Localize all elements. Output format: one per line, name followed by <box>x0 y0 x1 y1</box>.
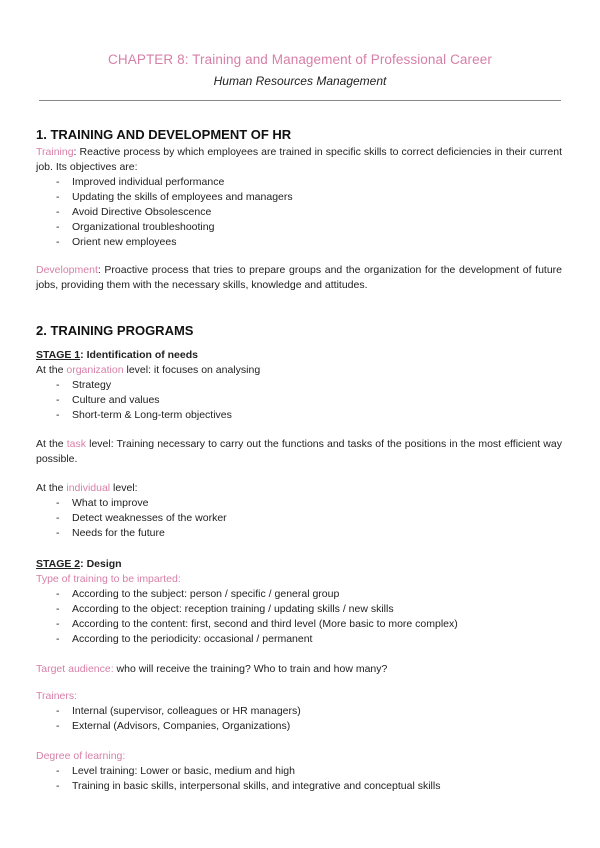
development-term: Development <box>36 264 98 276</box>
list-item: - According to the periodicity: occasional / permanent <box>56 633 313 645</box>
stage2-title: : Design <box>80 558 122 570</box>
dash-bullet: - <box>56 588 60 600</box>
organization-level-line: At the organization level: it focuses on analysing <box>36 364 261 376</box>
objectives-list <box>36 175 562 250</box>
development-definition <box>36 263 562 293</box>
list-item: - Internal (supervisor, colleagues or HR managers) <box>56 705 301 717</box>
dash-bullet: - <box>56 512 60 524</box>
dash-bullet: - <box>56 409 60 421</box>
list-item: - Short-term & Long-term objectives <box>56 409 232 421</box>
list-item: - According to the subject: person / specific / general group <box>56 588 340 600</box>
list-item: - Updating the skills of employees and managers <box>56 191 293 203</box>
task-level-paragraph: At the task level: Training necessary to carry out the functions and tasks of the positions in the most efficient way possible. <box>36 438 562 465</box>
list-item: - Orient new employees <box>56 236 177 248</box>
degree-of-learning-label: Degree of learning: <box>36 750 126 762</box>
development-text: : Proactive process that tries to prepare groups and the organization for the development of future jobs, providing them with the necessary skills, knowledge and attitudes. <box>36 264 562 291</box>
stage1-label: STAGE 1 <box>36 349 81 361</box>
list-item: - According to the object: reception training / updating skills / new skills <box>56 603 394 615</box>
dash-bullet: - <box>56 633 60 645</box>
stage2-heading <box>36 557 122 572</box>
dash-bullet: - <box>56 221 60 233</box>
training-text: : Reactive process by which employees are trained in specific skills to correct deficiencies in their current job. Its objectives are: <box>36 146 562 173</box>
training-definition <box>36 145 562 175</box>
stage1-heading <box>36 348 198 363</box>
list-item: - Improved individual performance <box>56 176 225 188</box>
document-title: CHAPTER 8: Training and Management of Professional Career <box>108 52 492 67</box>
dash-bullet: - <box>56 236 60 248</box>
dash-bullet: - <box>56 720 60 732</box>
dash-bullet: - <box>56 765 60 777</box>
list-item: - What to improve <box>56 497 149 509</box>
dash-bullet: - <box>56 603 60 615</box>
dash-bullet: - <box>56 527 60 539</box>
dash-bullet: - <box>56 191 60 203</box>
section-heading-training-programs: 2. TRAINING PROGRAMS <box>36 323 194 338</box>
stage2-label: STAGE 2 <box>36 558 81 570</box>
list-item: - Avoid Directive Obsolescence <box>56 206 212 218</box>
dash-bullet: - <box>56 705 60 717</box>
list-item: - According to the content: first, second and third level (More basic to more complex) <box>56 618 458 630</box>
document-subtitle: Human Resources Management <box>213 74 387 88</box>
type-of-training-list <box>36 587 562 647</box>
individual-level-line: At the individual level: <box>36 482 138 494</box>
organization-term: organization <box>66 364 124 376</box>
header-divider <box>39 100 561 101</box>
target-audience-line: Target audience: who will receive the training? Who to train and how many? <box>36 663 388 675</box>
organization-items-list <box>36 378 562 423</box>
stage1-title: : Identification of needs <box>80 349 198 361</box>
list-item: - Training in basic skills, interpersonal skills, and integrative and conceptual skills <box>56 780 441 792</box>
dash-bullet: - <box>56 780 60 792</box>
list-item: - Strategy <box>56 379 112 391</box>
trainers-label: Trainers: <box>36 690 78 702</box>
type-of-training-label: Type of training to be imparted: <box>36 573 181 585</box>
list-item: - Organizational troubleshooting <box>56 221 215 233</box>
individual-term: individual <box>66 482 111 494</box>
target-audience-term: Target audience: <box>36 663 114 675</box>
dash-bullet: - <box>56 497 60 509</box>
list-item: - Culture and values <box>56 394 160 406</box>
list-item: - External (Advisors, Companies, Organizations) <box>56 720 291 732</box>
training-term: Training <box>36 146 74 158</box>
trainers-list <box>36 704 562 734</box>
list-item: - Level training: Lower or basic, medium and high <box>56 765 295 777</box>
dash-bullet: - <box>56 394 60 406</box>
section-heading-training-development: 1. TRAINING AND DEVELOPMENT OF HR <box>36 127 292 142</box>
dash-bullet: - <box>56 379 60 391</box>
task-term: task <box>66 438 86 450</box>
dash-bullet: - <box>56 206 60 218</box>
individual-items-list <box>36 496 562 541</box>
list-item: - Detect weaknesses of the worker <box>56 512 227 524</box>
dash-bullet: - <box>56 618 60 630</box>
dash-bullet: - <box>56 176 60 188</box>
degree-of-learning-list <box>36 764 562 794</box>
list-item: - Needs for the future <box>56 527 165 539</box>
